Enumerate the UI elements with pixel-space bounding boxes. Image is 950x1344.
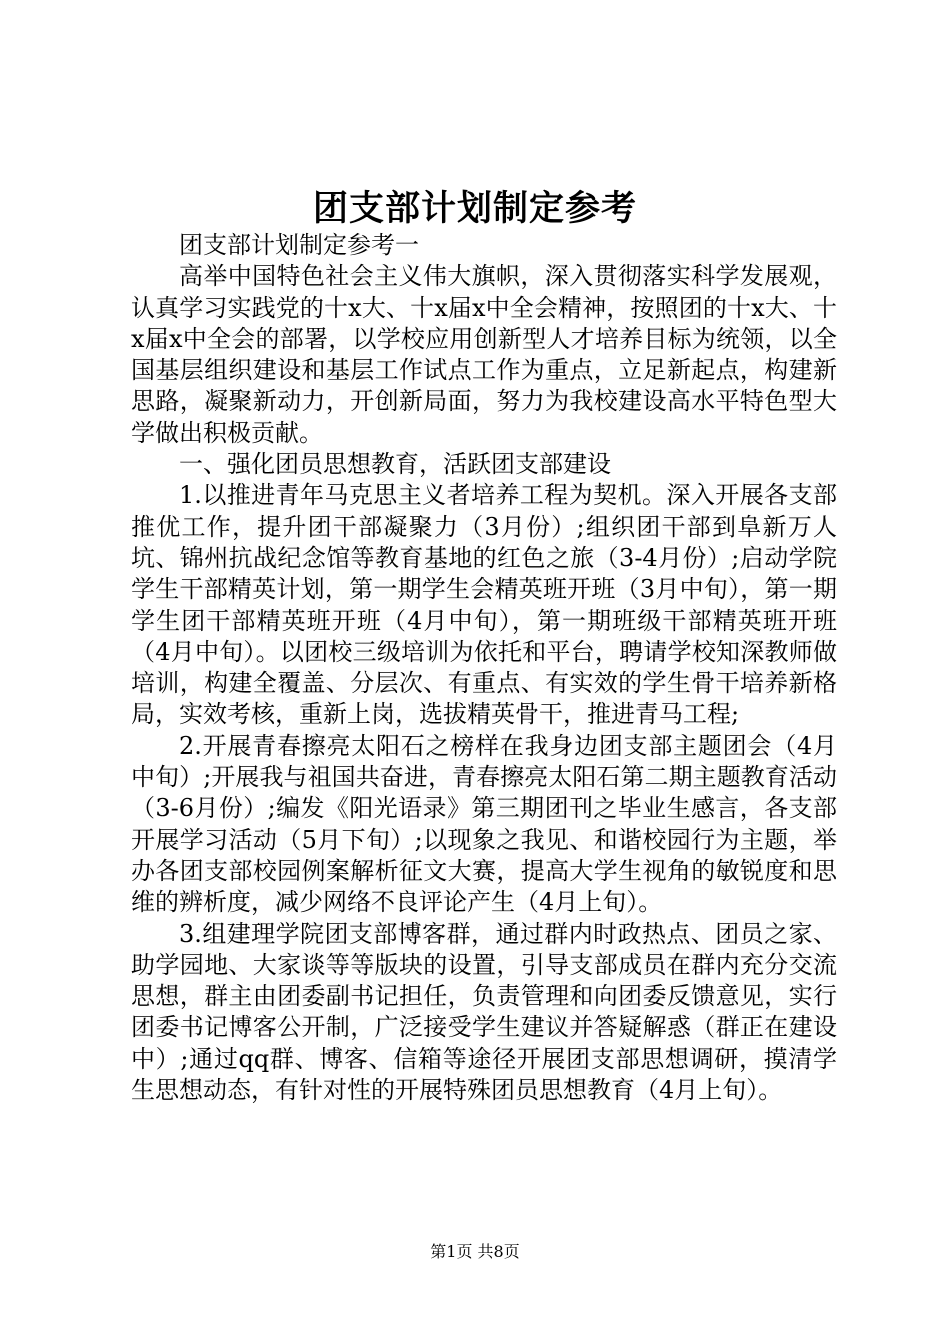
- page-number-footer: 第1页 共8页: [430, 1242, 520, 1261]
- intro-paragraph: 高举中国特色社会主义伟大旗帜，深入贯彻落实科学发展观，认真学习实践党的十x大、十x届x中全会精神，按照团的十x大、十x届x中全会的部署，以学校应用创新型人才培养目标为统领，以全国基层组织建设和基层工作试点工作为重点，立足新起点，构建新思路，凝聚新动力，开创新局面，努力为我校建设高水平特色型大学做出积极贡献。: [131, 262, 837, 447]
- section-heading: 一、强化团员思想教育，活跃团支部建设: [179, 450, 611, 479]
- document-title: 团支部计划制定参考: [312, 188, 637, 229]
- item-paragraph-3: 3.组建理学院团支部博客群，通过群内时政热点、团员之家、助学园地、大家谈等等版块的设置，引导支部成员在群内充分交流思想，群主由团委副书记担任，负责管理和向团委反馈意见，实行团委书记博客公开制，广泛接受学生建议并答疑解惑（群正在建设中）;通过qq群、博客、信箱等途径开展团支部思想调研，摸清学生思想动态，有针对性的开展特殊团员思想教育（4月上旬）。: [131, 919, 837, 1105]
- document-body: [131, 230, 837, 1106]
- item-paragraph-1: 1.以推进青年马克思主义者培养工程为契机。深入开展各支部推优工作，提升团干部凝聚力（3月份）;组织团干部到阜新万人坑、锦州抗战纪念馆等教育基地的红色之旅（3-4月份）;启动学院学生干部精英计划，第一期学生会精英班开班（3月中旬），第一期学生团干部精英班开班（4月中旬），第一期班级干部精英班开班（4月中旬）。以团校三级培训为依托和平台，聘请学校知深教师做培训，构建全覆盖、分层次、有重点、有实效的学生骨干培养新格局，实效考核，重新上岗，选拔精英骨干，推进青马工程;: [131, 481, 837, 729]
- item-paragraph-2: 2.开展青春擦亮太阳石之榜样在我身边团支部主题团会（4月中旬）;开展我与祖国共奋进，青春擦亮太阳石第二期主题教育活动（3-6月份）;编发《阳光语录》第三期团刊之毕业生感言，各支部开展学习活动（5月下旬）;以现象之我见、和谐校园行为主题，举办各团支部校园例案解析征文大赛，提高大学生视角的敏锐度和思维的辨析度，减少网络不良评论产生（4月上旬）。: [131, 731, 837, 917]
- subtitle-paragraph: 团支部计划制定参考一: [179, 231, 419, 259]
